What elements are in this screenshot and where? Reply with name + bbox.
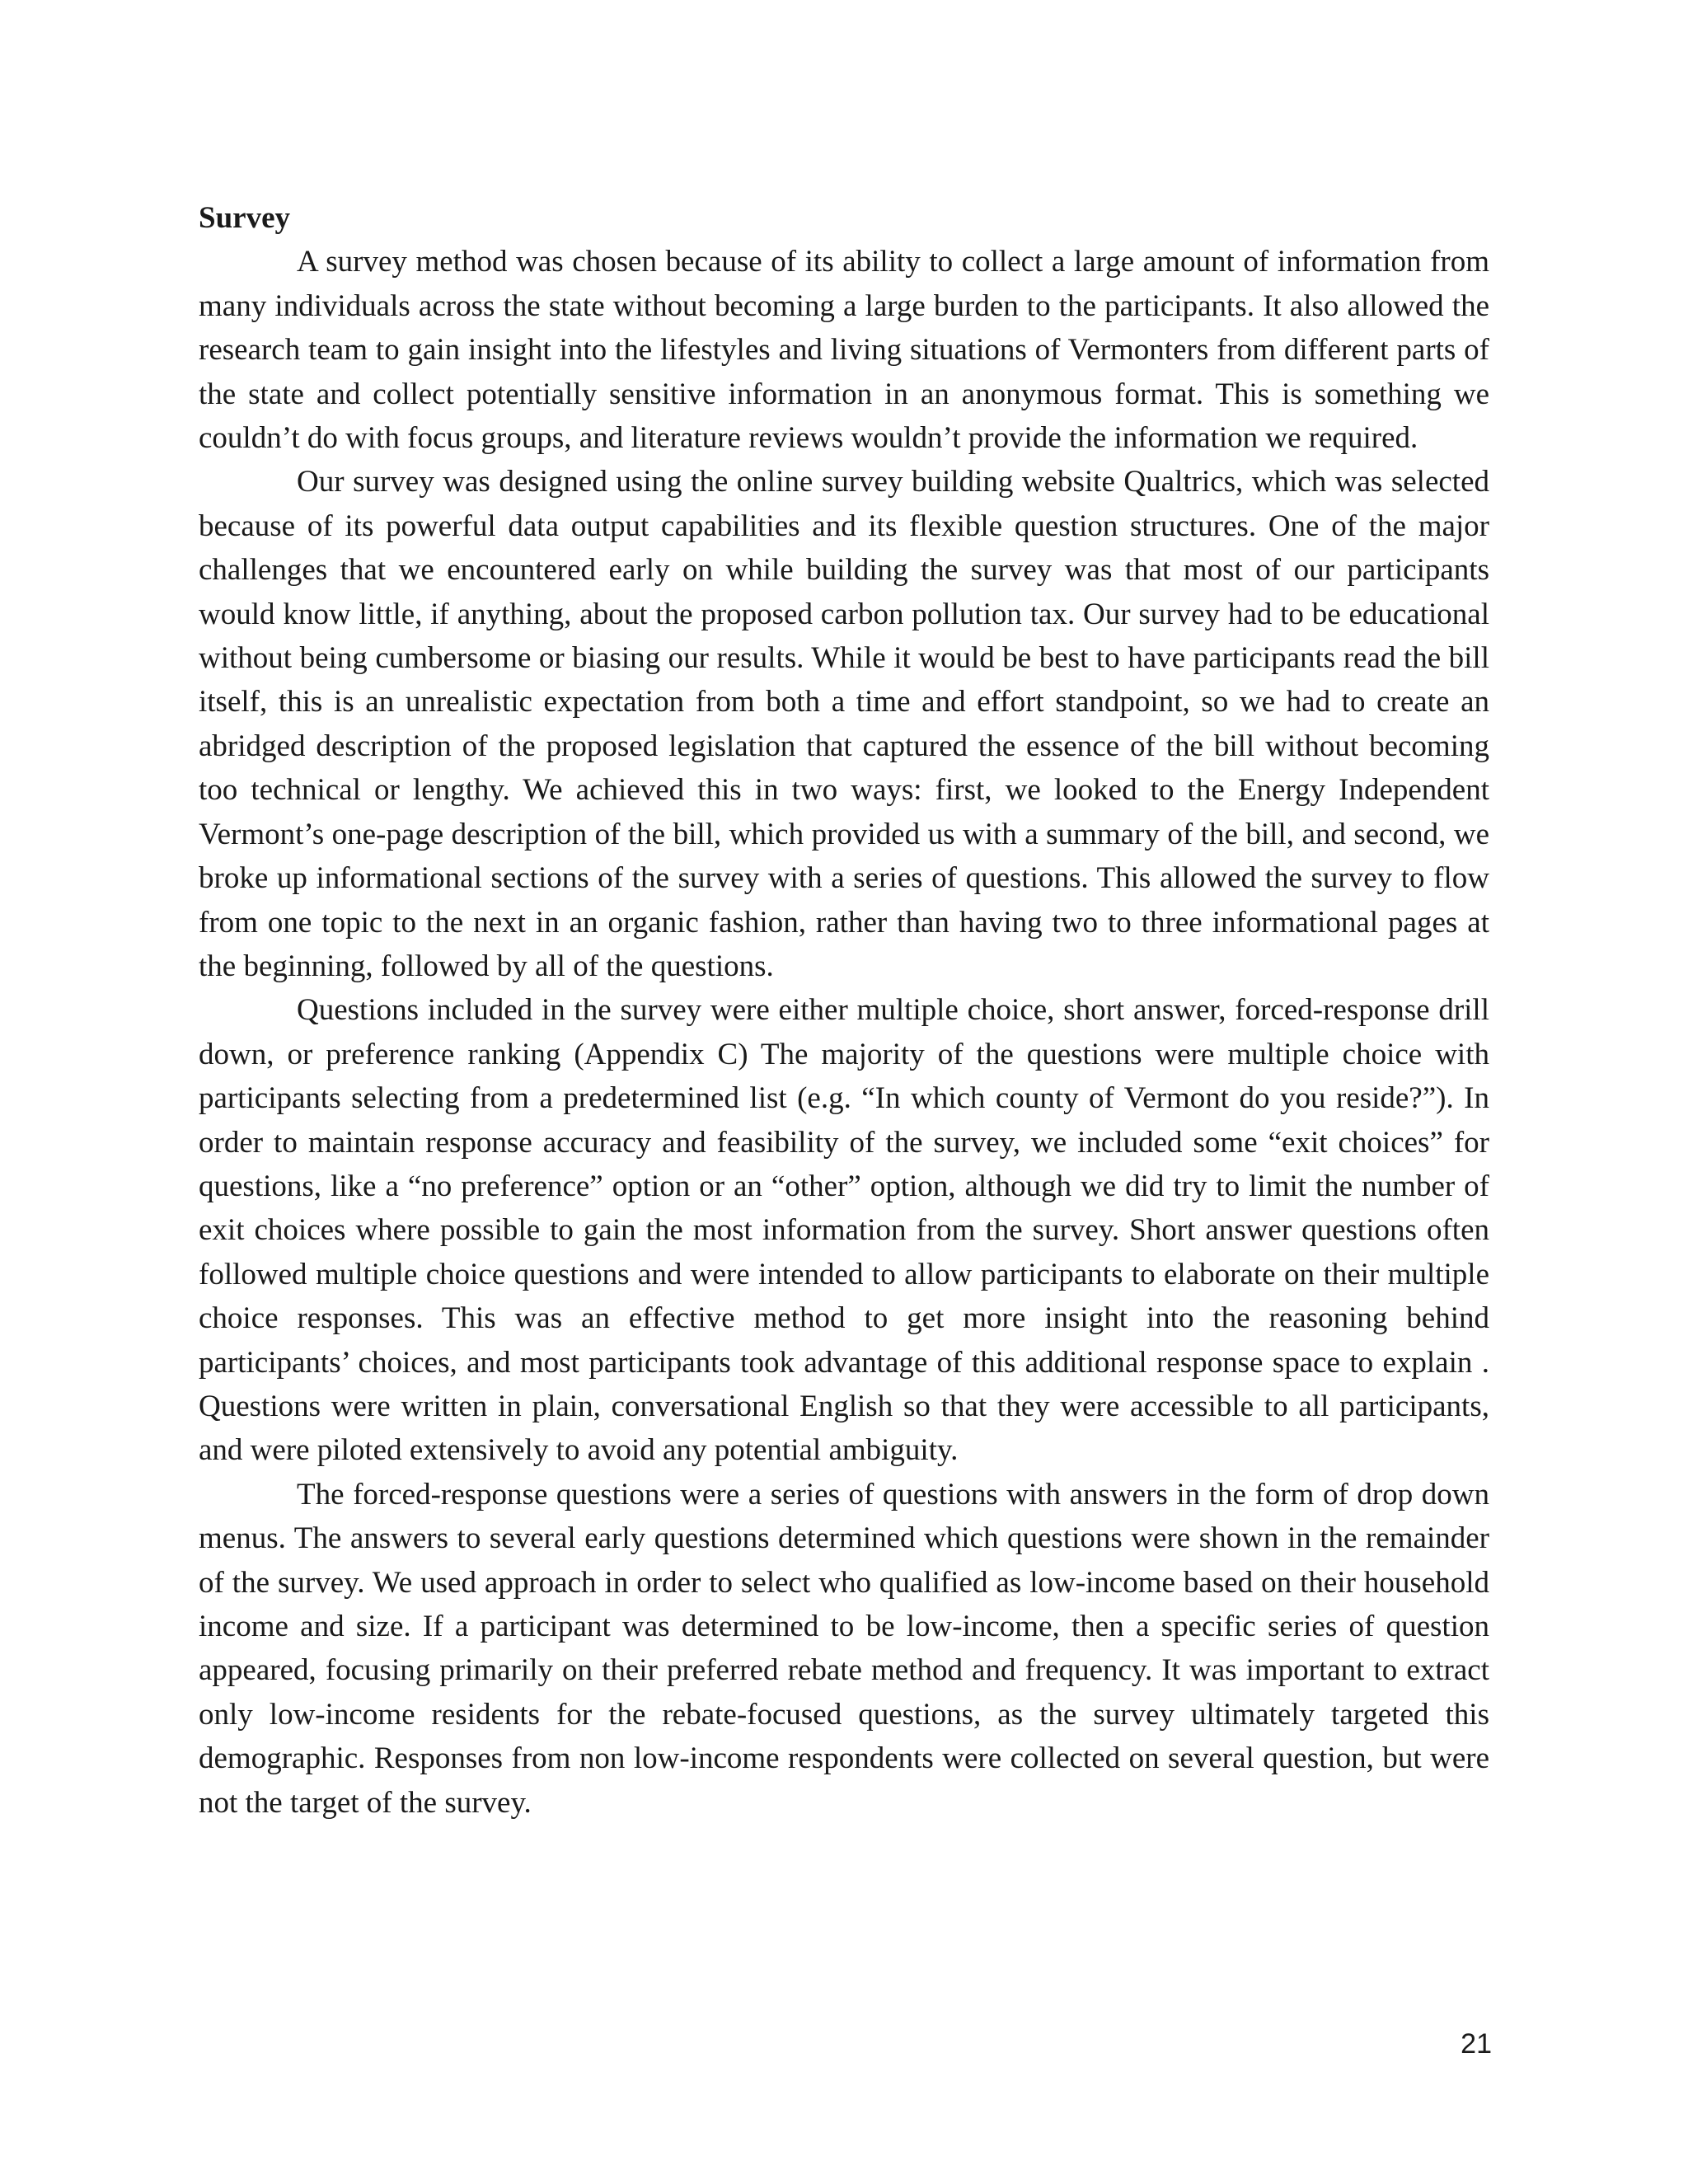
paragraph: Our survey was designed using the online survey building website Qualtrics, which was selected because of its powerful data output capabilities and its flexible question structures. One of the major challenges that we encountered early on while building the survey was that most of our participants would know little, if anything, about the proposed carbon pollution tax. Our survey had to be educational without being cumbersome or biasing our results. While it would be best to have participants read the bill itself, this is an unrealistic expectation from both a time and effort standpoint, so we had to create an abridged description of the proposed legislation that captured the essence of the bill without becoming too technical or lengthy. We achieved this in two ways: first, we looked to the Energy Independent Vermont’s one-page description of the bill, which provided us with a summary of the bill, and second, we broke up informational sections of the survey with a series of questions. This allowed the survey to flow from one topic to the next in an organic fashion, rather than having two to three informational pages at the beginning, followed by all of the questions. xyxy=(199,465,1489,983)
paragraph: Questions included in the survey were either multiple choice, short answer, forced-response drill down, or preference ranking (Appendix C) The majority of the questions were multiple choice with participants selecting from a predetermined list (e.g. “In which county of Vermont do you reside?”). In order to maintain response accuracy and feasibility of the survey, we included some “exit choices” for questions, like a “no preference” option or an “other” option, although we did try to limit the number of exit choices where possible to gain the most information from the survey. Short answer questions often followed multiple choice questions and were intended to allow participants to elaborate on their multiple choice responses. This was an effective method to get more insight into the reasoning behind participants’ choices, and most participants took advantage of this additional response space to explain . Questions were written in plain, conversational English so that they were accessible to all participants, and were piloted extensively to avoid any potential ambiguity. xyxy=(199,993,1489,1468)
paragraph: The forced-response questions were a series of questions with answers in the form of drop down menus. The answers to several early questions determined which questions were shown in the remainder of the survey. We used approach in order to select who qualified as low-income based on their household income and size. If a participant was determined to be low-income, then a specific series of question appeared, focusing primarily on their preferred rebate method and frequency. It was important to extract only low-income residents for the rebate-focused questions, as the survey ultimately targeted this demographic. Responses from non low-income respondents were collected on several question, but were not the target of the survey. xyxy=(199,1477,1489,1820)
section-heading: Survey xyxy=(199,201,290,235)
body-text xyxy=(199,196,1489,1825)
page-number: 21 xyxy=(1461,2028,1492,2060)
paragraph: A survey method was chosen because of its ability to collect a large amount of information from many individuals across the state without becoming a large burden to the participants. It also allowed the research team to gain insight into the lifestyles and living situations of Vermonters from different parts of the state and collect potentially sensitive information in an anonymous format. This is something we couldn’t do with focus groups, and literature reviews wouldn’t provide the information we required. xyxy=(199,245,1489,456)
